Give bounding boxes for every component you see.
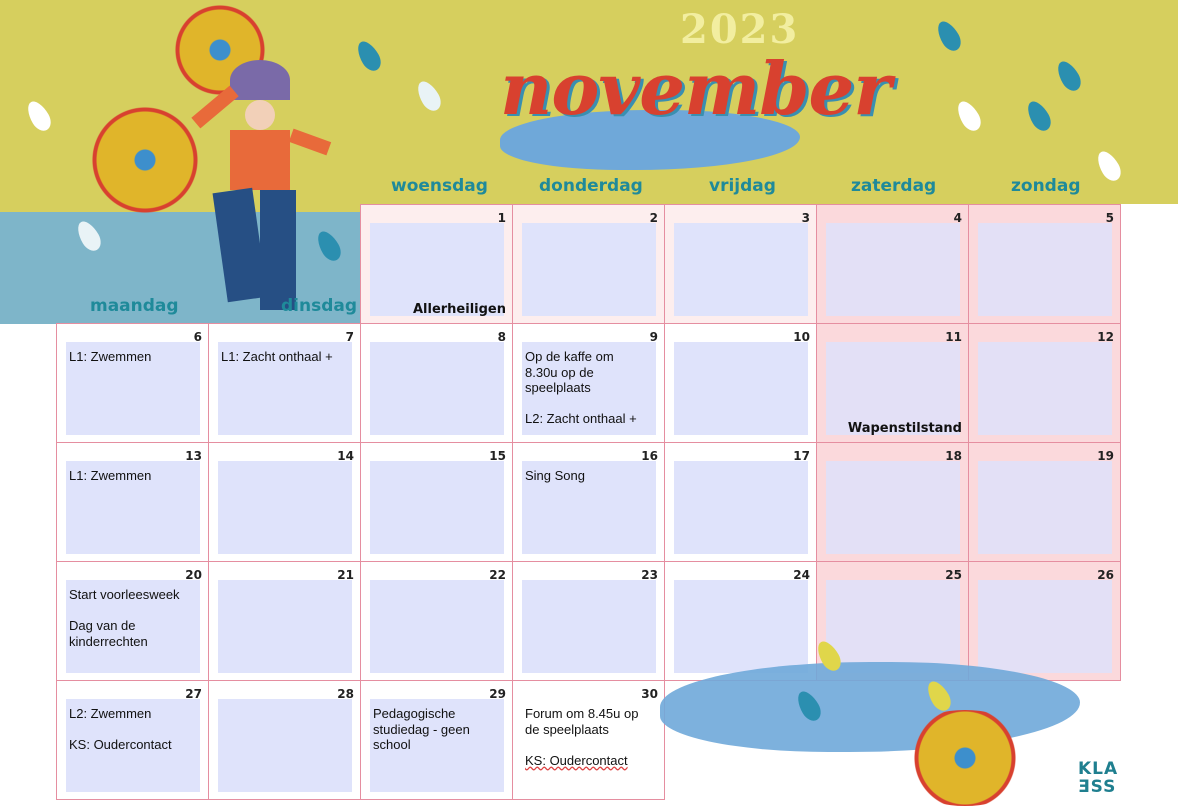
day-cell-9[interactable]: [512, 323, 665, 443]
day-cell-26[interactable]: [968, 561, 1121, 681]
day-number: 29: [489, 687, 506, 701]
day-cell-11[interactable]: [816, 323, 969, 443]
day-events: [69, 706, 195, 753]
day-note-area: [522, 223, 656, 316]
day-events: [525, 468, 651, 484]
day-cell-4[interactable]: [816, 204, 969, 324]
day-cell-24[interactable]: [664, 561, 817, 681]
day-note-area: [978, 223, 1112, 316]
day-note-area: [826, 223, 960, 316]
holiday-label: Allerheiligen: [412, 302, 506, 317]
klasse-logo: [1078, 760, 1118, 796]
logo-top: KLA: [1078, 759, 1119, 779]
event-line: KS: Oudercontact: [69, 737, 172, 752]
event-line: Pedagogische: [373, 706, 456, 721]
event-line: Sing Song: [525, 468, 585, 483]
day-note-area: [674, 461, 808, 554]
day-number: 4: [953, 211, 962, 225]
weekday-header-wed: woensdag: [391, 176, 488, 196]
event-line: [69, 722, 195, 738]
event-line: L1: Zwemmen: [69, 468, 152, 483]
day-note-area: [218, 461, 352, 554]
weekday-header-tue: dinsdag: [281, 296, 358, 316]
day-cell-18[interactable]: [816, 442, 969, 562]
day-number: 5: [1105, 211, 1114, 225]
day-note-area: [218, 699, 352, 792]
event-line: KS: Oudercontact: [525, 752, 628, 768]
event-line: Dag van de: [69, 618, 136, 633]
day-number: 27: [185, 687, 202, 701]
day-note-area: [522, 580, 656, 673]
year-label: 2023: [680, 6, 800, 53]
event-line: Start voorleesweek: [69, 587, 180, 602]
day-number: 25: [945, 568, 962, 582]
day-cell-2[interactable]: [512, 204, 665, 324]
event-line: kinderrechten: [69, 633, 148, 649]
umbrella-figure-icon: [190, 60, 320, 320]
day-cell-3[interactable]: [664, 204, 817, 324]
day-number: 19: [1097, 449, 1114, 463]
month-title: november: [500, 46, 891, 131]
day-number: 6: [193, 330, 202, 344]
day-events: [69, 349, 195, 365]
day-number: 9: [649, 330, 658, 344]
day-events: [373, 706, 499, 753]
event-line: de speelplaats: [525, 721, 609, 737]
event-line: 8.30u op de: [525, 364, 594, 380]
day-number: 21: [337, 568, 354, 582]
day-note-area: [978, 342, 1112, 435]
day-events: [69, 587, 195, 649]
day-number: 8: [497, 330, 506, 344]
weekday-header-fri: vrijdag: [709, 176, 776, 196]
day-cell-7[interactable]: [208, 323, 361, 443]
day-cell-27[interactable]: [56, 680, 209, 800]
day-cell-16[interactable]: [512, 442, 665, 562]
day-number: 28: [337, 687, 354, 701]
day-number: 13: [185, 449, 202, 463]
day-number: 23: [641, 568, 658, 582]
weekday-header-thu: donderdag: [539, 176, 643, 196]
event-line: [525, 737, 651, 753]
day-events: [221, 349, 347, 365]
day-cell-20[interactable]: [56, 561, 209, 681]
day-note-area: [978, 580, 1112, 673]
holiday-label: Wapenstilstand: [847, 421, 962, 436]
event-line: speelplaats: [525, 380, 591, 395]
day-number: 7: [345, 330, 354, 344]
event-line: [69, 603, 195, 619]
day-number: 14: [337, 449, 354, 463]
day-note-area: [826, 580, 960, 673]
logo-bottom: ƎSS: [1078, 777, 1117, 797]
event-line: L1: Zwemmen: [69, 349, 152, 364]
day-cell-29[interactable]: [360, 680, 513, 800]
day-number: 24: [793, 568, 810, 582]
event-line: school: [373, 737, 411, 752]
day-cell-30[interactable]: [512, 680, 665, 800]
day-cell-15[interactable]: [360, 442, 513, 562]
day-number: 18: [945, 449, 962, 463]
day-events: [525, 706, 651, 768]
day-cell-19[interactable]: [968, 442, 1121, 562]
day-note-area: [978, 461, 1112, 554]
day-cell-14[interactable]: [208, 442, 361, 562]
event-line: Op de kaffe om: [525, 349, 614, 364]
sunflower-icon: [890, 710, 1040, 806]
day-note-area: [674, 580, 808, 673]
event-line: studiedag - geen: [373, 721, 470, 737]
day-note-area: [826, 461, 960, 554]
day-note-area: [674, 342, 808, 435]
day-cell-10[interactable]: [664, 323, 817, 443]
day-number: 1: [497, 211, 506, 225]
day-cell-8[interactable]: [360, 323, 513, 443]
day-cell-12[interactable]: [968, 323, 1121, 443]
day-events: [525, 349, 651, 427]
day-number: 11: [945, 330, 962, 344]
event-line: L2: Zwemmen: [69, 706, 152, 721]
day-cell-22[interactable]: [360, 561, 513, 681]
event-line: [525, 396, 651, 412]
event-line: L1: Zacht onthaal +: [221, 349, 333, 364]
day-number: 10: [793, 330, 810, 344]
day-cell-13[interactable]: [56, 442, 209, 562]
day-note-area: [370, 580, 504, 673]
day-cell-6[interactable]: [56, 323, 209, 443]
day-number: 16: [641, 449, 658, 463]
weekday-header-sat: zaterdag: [851, 176, 937, 196]
day-note-area: [674, 223, 808, 316]
day-cell-5[interactable]: [968, 204, 1121, 324]
day-cell-23[interactable]: [512, 561, 665, 681]
day-number: 12: [1097, 330, 1114, 344]
day-cell-28[interactable]: [208, 680, 361, 800]
day-number: 2: [649, 211, 658, 225]
day-number: 20: [185, 568, 202, 582]
weekday-header-sun: zondag: [1011, 176, 1081, 196]
day-cell-1[interactable]: [360, 204, 513, 324]
day-number: 3: [801, 211, 810, 225]
event-line: L2: Zacht onthaal +: [525, 411, 637, 426]
event-line: Forum om 8.45u op: [525, 706, 639, 721]
day-cell-17[interactable]: [664, 442, 817, 562]
day-note-area: [370, 342, 504, 435]
day-events: [69, 468, 195, 484]
day-number: 17: [793, 449, 810, 463]
day-cell-21[interactable]: [208, 561, 361, 681]
day-number: 15: [489, 449, 506, 463]
day-note-area: [218, 580, 352, 673]
day-note-area: [370, 461, 504, 554]
day-number: 26: [1097, 568, 1114, 582]
day-number: 22: [489, 568, 506, 582]
weekday-header-mon: maandag: [90, 296, 179, 316]
day-number: 30: [641, 687, 658, 701]
